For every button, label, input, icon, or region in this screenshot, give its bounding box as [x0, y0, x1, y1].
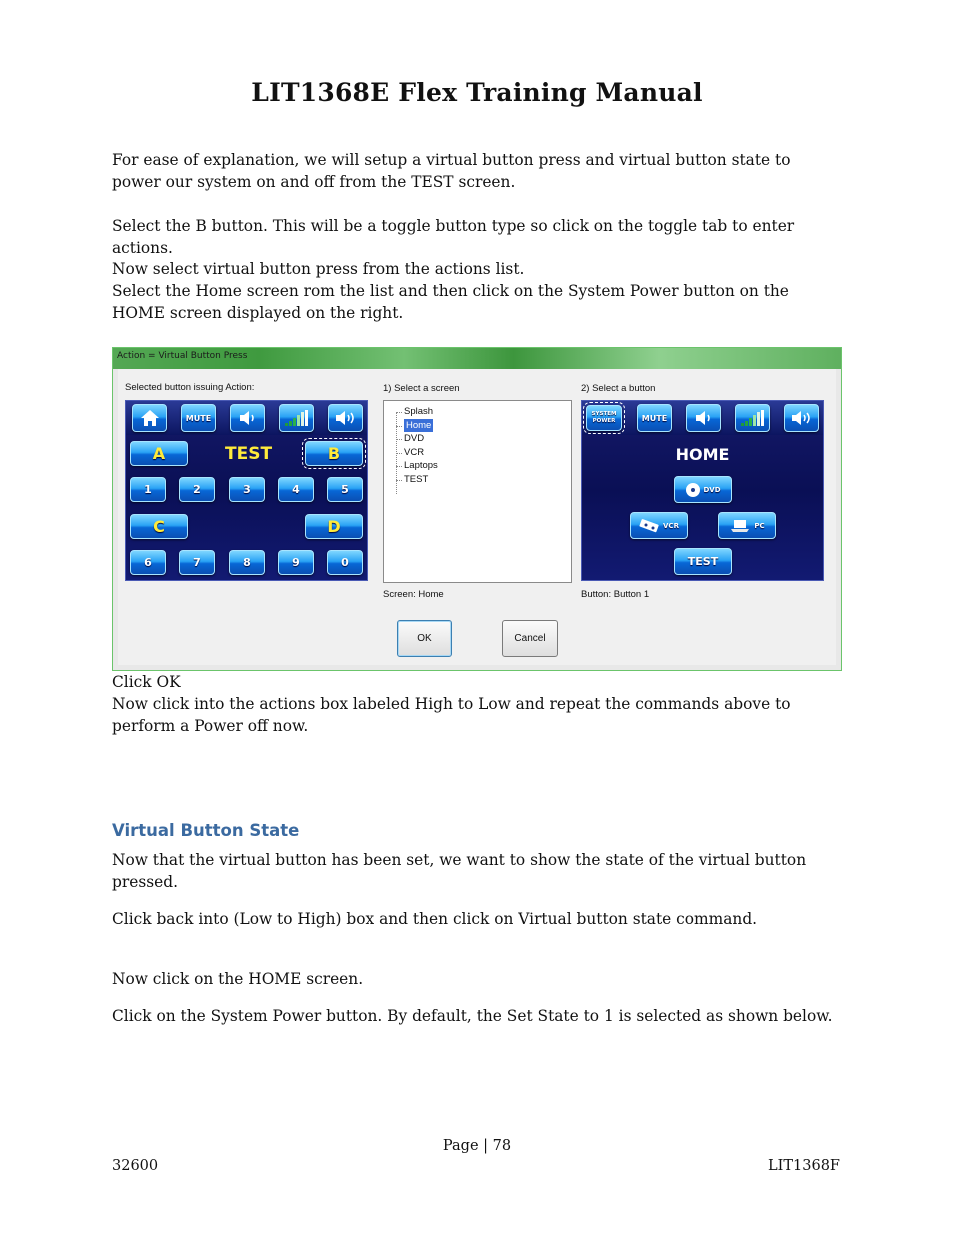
number-button-6[interactable]: 6	[130, 550, 166, 575]
screen-list-item[interactable]	[394, 473, 438, 487]
ok-button[interactable]: OK	[397, 620, 452, 657]
speaker-high-icon	[335, 410, 357, 426]
home-volume-level-button[interactable]	[735, 404, 770, 432]
system-power-line2: POWER	[592, 418, 616, 424]
volume-bars-icon	[284, 409, 310, 427]
test-button[interactable]: TEST	[674, 548, 732, 575]
volume-down-button[interactable]	[230, 404, 265, 432]
vcr-tape-icon	[639, 519, 661, 533]
virtual-state-paragraph: Now that the virtual button has been set, we want to show the state of the virtual button pressed.	[112, 851, 807, 891]
pc-label: PC	[754, 521, 765, 530]
home-screen-paragraph: Now click on the HOME screen.	[112, 970, 364, 988]
home-mute-button[interactable]: MUTE	[637, 404, 672, 432]
screen-list-item-label: TEST	[404, 473, 429, 485]
home-screen-title: HOME	[675, 445, 730, 464]
dvd-button[interactable]	[674, 476, 732, 503]
select-button-label: 2) Select a button	[581, 383, 656, 394]
intro-paragraph: For ease of explanation, we will setup a virtual button press and virtual button state to power our system on and off from the TEST screen.	[112, 151, 791, 191]
system-power-paragraph: Click on the System Power button. By default, the Set State to 1 is selected as shown below.	[112, 1007, 833, 1025]
screen-list-item[interactable]	[394, 446, 438, 460]
number-button-0[interactable]: 0	[327, 550, 363, 575]
screen-tree	[394, 405, 438, 487]
volume-bars-icon	[740, 409, 766, 427]
section-heading: Virtual Button State	[112, 821, 300, 840]
virtual-button-press-dialog	[112, 347, 842, 671]
pc-button[interactable]	[718, 512, 776, 539]
screen-list-item[interactable]	[394, 432, 438, 446]
screen-list[interactable]	[383, 400, 572, 583]
number-button-1[interactable]: 1	[130, 477, 166, 502]
system-power-button[interactable]	[586, 405, 622, 431]
laptop-icon	[729, 519, 751, 533]
home-button[interactable]	[132, 404, 167, 432]
footer-right-code: LIT1368F	[768, 1158, 840, 1174]
page-number: Page | 78	[442, 1138, 512, 1154]
test-screen-preview	[125, 400, 368, 581]
button-c[interactable]: C	[130, 514, 188, 539]
home-icon	[140, 409, 160, 427]
number-button-4[interactable]: 4	[278, 477, 314, 502]
speaker-low-icon	[694, 410, 714, 426]
click-ok-text: Click OK	[112, 673, 181, 691]
footer-left-code: 32600	[112, 1158, 159, 1174]
vcr-button[interactable]	[630, 512, 688, 539]
screen-list-item-label: Laptops	[404, 460, 438, 472]
speaker-low-icon	[238, 410, 258, 426]
select-b-paragraph: Select the B button. This will be a toggle button type so click on the toggle tab to enter actions.	[112, 217, 795, 257]
page-title: LIT1368E Flex Training Manual	[251, 78, 703, 107]
disc-icon	[685, 482, 701, 498]
screen-list-item[interactable]	[394, 405, 438, 419]
cancel-button[interactable]: Cancel	[502, 620, 558, 657]
button-status: Button: Button 1	[581, 589, 650, 600]
screen-list-item[interactable]	[394, 459, 438, 473]
screen-status: Screen: Home	[383, 589, 444, 600]
number-button-2[interactable]: 2	[179, 477, 215, 502]
low-to-high-paragraph: Click back into (Low to High) box and then click on Virtual button state command.	[112, 910, 758, 928]
home-screen-preview	[581, 400, 824, 581]
mute-button[interactable]: MUTE	[181, 404, 216, 432]
button-d[interactable]: D	[305, 514, 363, 539]
speaker-high-icon	[791, 410, 813, 426]
screen-list-item-label: Home	[406, 419, 432, 431]
dialog-body	[118, 369, 836, 665]
number-button-7[interactable]: 7	[179, 550, 215, 575]
number-button-8[interactable]: 8	[229, 550, 265, 575]
dialog-titlebar	[113, 348, 841, 369]
select-screen-label: 1) Select a screen	[383, 383, 460, 394]
button-a[interactable]: A	[130, 441, 188, 466]
home-volume-up-button[interactable]	[784, 404, 819, 432]
selected-button-label: Selected button issuing Action:	[125, 382, 255, 393]
select-home-paragraph: Select the Home screen rom the list and then click on the System Power button on the HOME screen displayed on the right.	[112, 282, 789, 322]
screen-list-item[interactable]	[394, 419, 438, 433]
select-action-paragraph: Now select virtual button press from the actions list.	[112, 260, 525, 278]
high-to-low-paragraph: Now click into the actions box labeled High to Low and repeat the commands above to perform a Power off now.	[112, 695, 791, 735]
vcr-label: VCR	[663, 521, 679, 530]
screen-list-item-label: VCR	[404, 446, 425, 458]
system-power-line1: SYSTEM	[591, 411, 617, 417]
button-b[interactable]: B	[305, 441, 363, 466]
dvd-label: DVD	[703, 485, 721, 494]
volume-up-button[interactable]	[328, 404, 363, 432]
volume-level-button[interactable]	[279, 404, 314, 432]
screen-list-item-label: Splash	[404, 406, 434, 417]
number-button-3[interactable]: 3	[229, 477, 265, 502]
home-volume-down-button[interactable]	[686, 404, 721, 432]
number-button-9[interactable]: 9	[278, 550, 314, 575]
test-screen-title: TEST	[225, 444, 273, 464]
screen-list-item-label: DVD	[404, 433, 425, 445]
number-button-5[interactable]: 5	[327, 477, 363, 502]
dialog-title: Action = Virtual Button Press	[117, 351, 248, 361]
